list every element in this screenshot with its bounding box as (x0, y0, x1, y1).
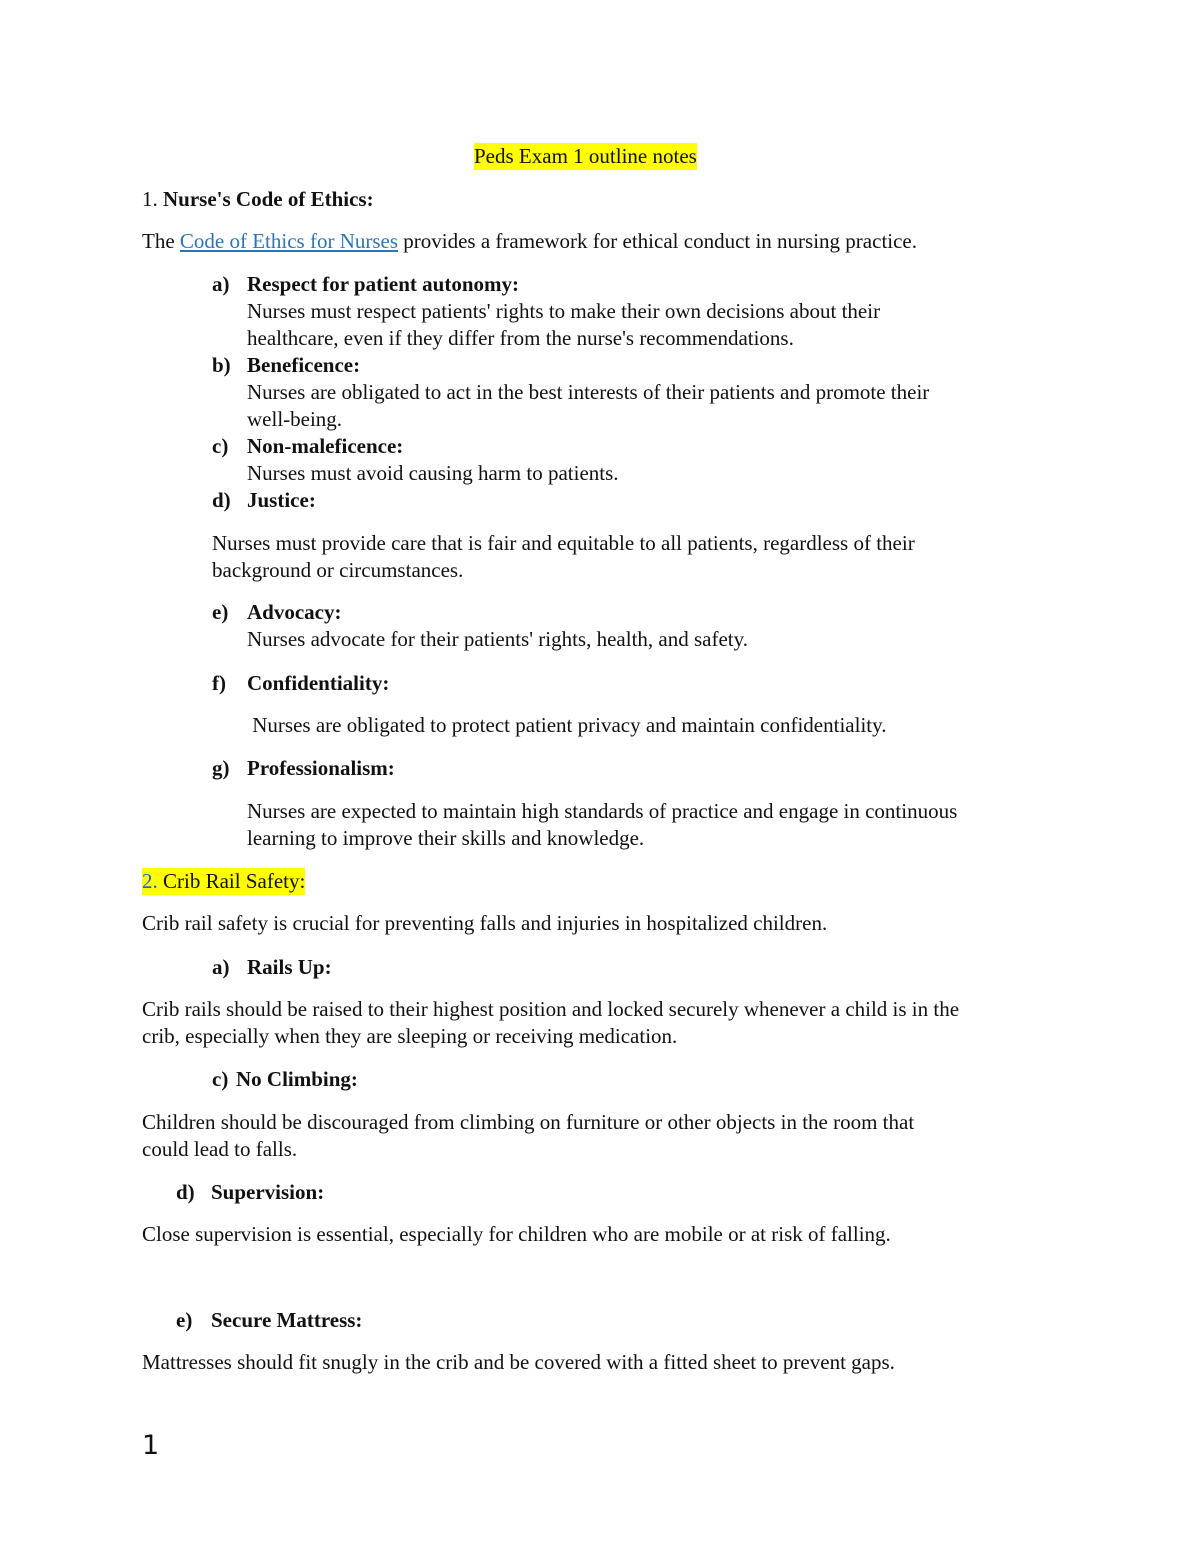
item-text-line: Nurses are obligated to protect patient privacy and maintain confidentiality. (247, 713, 887, 737)
item-text-line: learning to improve their skills and knowledge. (247, 826, 645, 850)
item-text-line: Nurses must provide care that is fair and equitable to all patients, regardless of their (212, 531, 915, 555)
item-label-justice: Justice: (247, 488, 316, 512)
section-1-title: Nurse's Code of Ethics: (163, 187, 374, 211)
item-label-non-maleficence: Non-maleficence: (247, 434, 404, 458)
section-2-number: 2. (142, 869, 158, 893)
item-text-line: well-being. (247, 407, 343, 431)
item-label-beneficence: Beneficence: (247, 353, 361, 377)
item-label-secure-mattress: Secure Mattress: (211, 1308, 363, 1332)
item-text-line: Crib rails should be raised to their highest position and locked securely whenever a child is in the (142, 997, 960, 1021)
item-text-line: Close supervision is essential, especially for children who are mobile or at risk of falling. (142, 1222, 891, 1246)
item-marker: d) (212, 488, 231, 512)
item-marker: a) (212, 955, 230, 979)
section-1-number: 1. (142, 187, 158, 211)
section-2-intro: Crib rail safety is crucial for preventing falls and injuries in hospitalized children. (142, 911, 828, 935)
intro-text-before: The (142, 229, 180, 253)
item-marker: c) (212, 434, 229, 458)
document-title: Peds Exam 1 outline notes (474, 144, 697, 168)
item-marker: e) (176, 1308, 193, 1332)
section-2-title: Crib Rail Safety: (157, 869, 306, 893)
item-label-autonomy: Respect for patient autonomy: (247, 272, 519, 296)
item-text-line: Nurses must avoid causing harm to patients. (247, 461, 619, 485)
item-text-line: Nurses are expected to maintain high standards of practice and engage in continuous (247, 799, 958, 823)
item-text-line: Nurses must respect patients' rights to make their own decisions about their (247, 299, 881, 323)
item-text-line: background or circumstances. (212, 558, 464, 582)
item-marker: e) (212, 600, 229, 624)
page-number: 1 (142, 1430, 160, 1461)
item-marker: g) (212, 756, 230, 780)
item-text-line: crib, especially when they are sleeping or receiving medication. (142, 1024, 678, 1048)
item-marker: c) (212, 1067, 229, 1091)
item-text-line: Children should be discouraged from climbing on furniture or other objects in the room that (142, 1110, 915, 1134)
item-text-line: Mattresses should fit snugly in the crib and be covered with a fitted sheet to prevent gaps. (142, 1350, 895, 1374)
item-text-line: healthcare, even if they differ from the nurse's recommendations. (247, 326, 794, 350)
item-label-supervision: Supervision: (211, 1180, 325, 1204)
item-label-professionalism: Professionalism: (247, 756, 395, 780)
item-marker: f) (212, 671, 226, 695)
item-label-no-climbing: No Climbing: (236, 1067, 358, 1091)
code-of-ethics-link[interactable]: Code of Ethics for Nurses (179, 229, 399, 253)
item-text-line: Nurses advocate for their patients' rights, health, and safety. (247, 627, 749, 651)
item-marker: a) (212, 272, 230, 296)
item-marker: d) (176, 1180, 195, 1204)
section-2-heading (142, 868, 305, 895)
item-label-rails-up: Rails Up: (247, 955, 332, 979)
item-text-line: Nurses are obligated to act in the best interests of their patients and promote their (247, 380, 930, 404)
section-1-heading (142, 186, 374, 213)
item-text-line: could lead to falls. (142, 1137, 298, 1161)
item-label-confidentiality: Confidentiality: (247, 671, 390, 695)
item-marker: b) (212, 353, 231, 377)
section-1-intro (142, 228, 917, 255)
item-label-advocacy: Advocacy: (247, 600, 342, 624)
intro-text-after: provides a framework for ethical conduct in nursing practice. (398, 229, 918, 253)
